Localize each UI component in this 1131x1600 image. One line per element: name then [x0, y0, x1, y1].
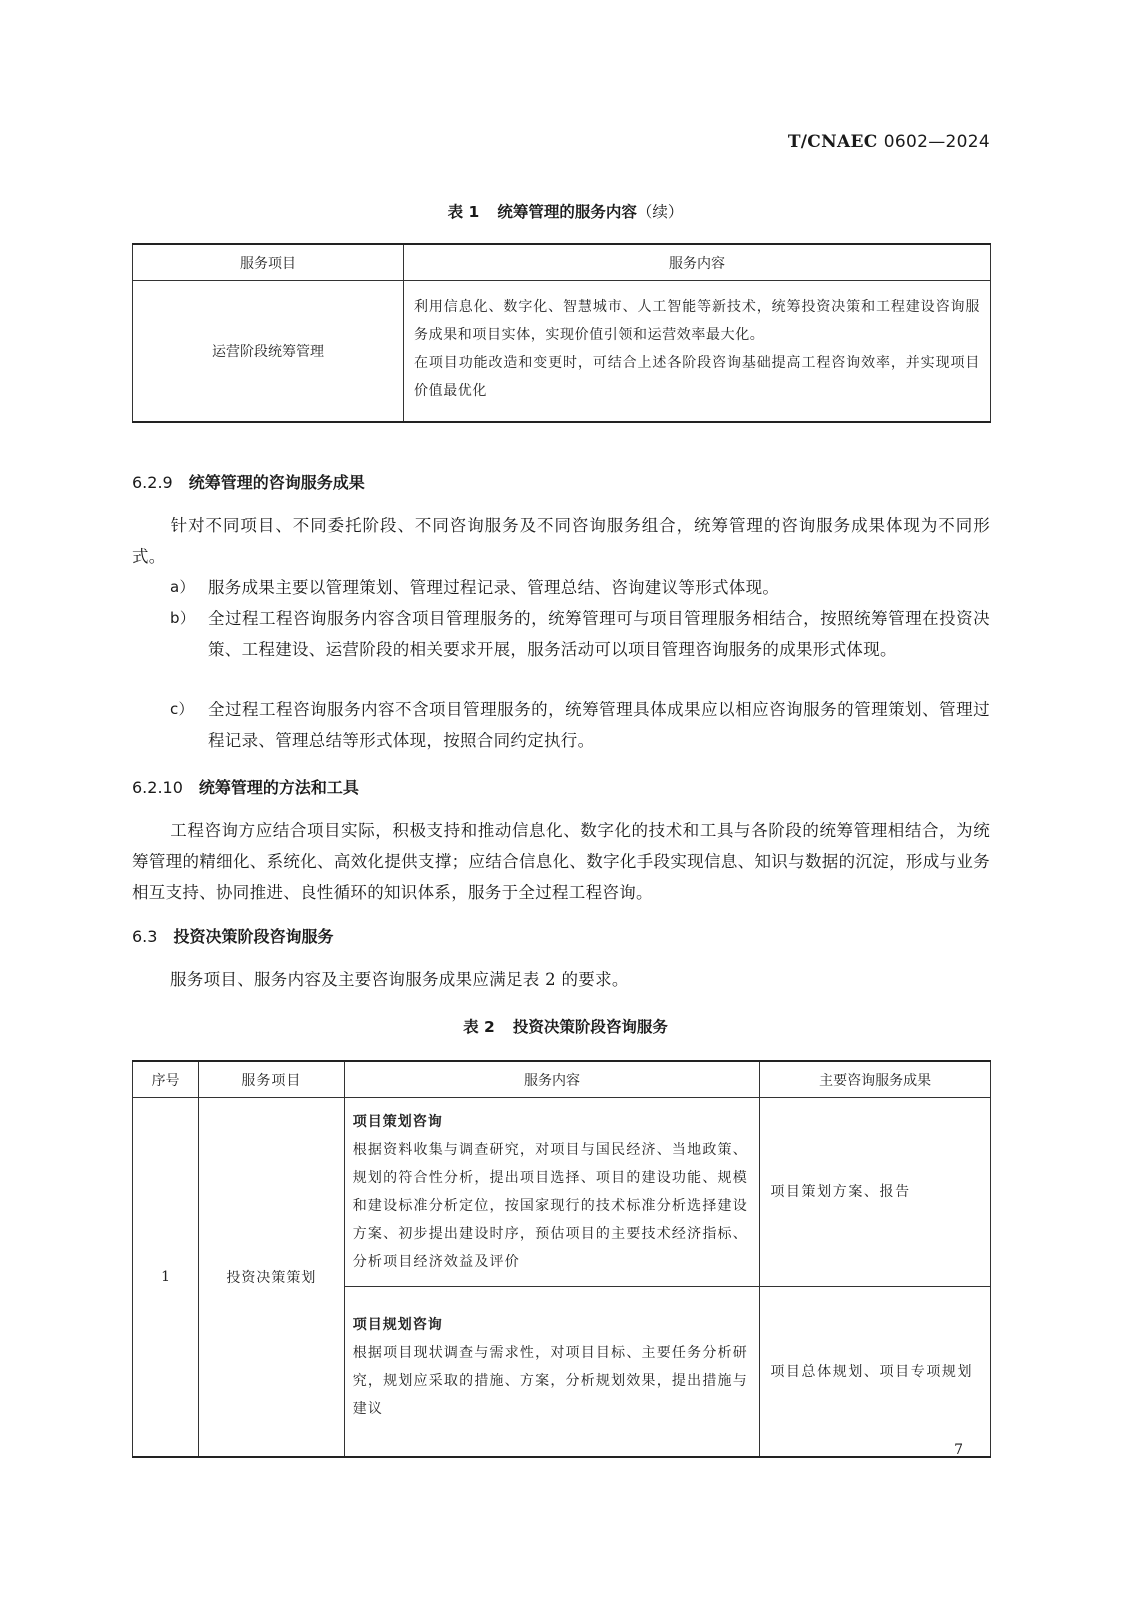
content-text: 根据资料收集与调查研究，对项目与国民经济、当地政策、规划的符合性分析，提出项目选择、项目的建设功能、规模和建设标准分析定位，按国家现行的技术标准分析选择建设方案、初步提出建设时序，预估项目的主要技术经济指标、分析项目经济效益及评价 — [352, 1142, 748, 1270]
service-content-cell — [344, 1098, 760, 1287]
table2-col-header: 主要咨询服务成果 — [760, 1061, 991, 1098]
paragraph-text: 针对不同项目、不同委托阶段、不同咨询服务及不同咨询服务组合，统筹管理的咨询服务成果体现为不同形式。 — [132, 516, 990, 566]
table-row — [133, 281, 991, 423]
section-heading-6-2-9 — [132, 470, 365, 493]
page-number: 7 — [954, 1442, 963, 1458]
section-title: 统筹管理的方法和工具 — [198, 778, 359, 797]
paragraph-text: 工程咨询方应结合项目实际，积极支持和推动信息化、数字化的技术和工具与各阶段的统筹管理相结合，为统筹管理的精细化、系统化、高效化提供支撑；应结合信息化、数字化手段实现信息、知识与数据的沉淀，形成与业务相互支持、协同推进、良性循环的知识体系，服务于全过程工程咨询。 — [132, 821, 990, 902]
content-subhead: 项目策划咨询 — [352, 1114, 443, 1130]
list-text: 全过程工程咨询服务内容含项目管理服务的，统筹管理可与项目管理服务相结合，按照统筹管理在投资决策、工程建设、运营阶段的相关要求开展，服务活动可以项目管理咨询服务的成果形式体现。 — [208, 609, 990, 659]
section-heading-6-3 — [132, 924, 333, 947]
list-marker: a） — [170, 578, 195, 596]
table1-col-header: 服务内容 — [404, 244, 991, 281]
row-number-cell: 1 — [133, 1098, 199, 1458]
table2 — [132, 1060, 991, 1458]
standard-code — [788, 132, 990, 152]
paragraph-6-3 — [132, 964, 990, 995]
table1 — [132, 243, 991, 423]
section-title: 统筹管理的咨询服务成果 — [188, 473, 365, 492]
table1-caption — [0, 200, 1131, 222]
table1-content-cell — [404, 281, 991, 423]
table1-col-header: 服务项目 — [133, 244, 404, 281]
section-number: 6.3 — [132, 927, 158, 946]
table2-col-header: 服务项目 — [199, 1061, 345, 1098]
table2-col-header: 服务内容 — [344, 1061, 760, 1098]
list-marker: b） — [170, 609, 196, 627]
result-cell: 项目策划方案、报告 — [760, 1098, 991, 1287]
paragraph-intro — [132, 510, 990, 572]
content-line: 在项目功能改造和变更时，可结合上述各阶段咨询基础提高工程咨询效率，并实现项目价值最优化 — [414, 355, 980, 399]
table2-caption-label: 表 2 — [463, 1018, 495, 1036]
paragraph-text: 服务项目、服务内容及主要咨询服务成果应满足表 2 的要求。 — [170, 970, 629, 989]
list-text: 全过程工程咨询服务内容不含项目管理服务的，统筹管理具体成果应以相应咨询服务的管理策划、管理过程记录、管理总结等形式体现，按照合同约定执行。 — [208, 700, 990, 750]
standard-number: 0602—2024 — [883, 132, 990, 152]
table1-caption-suffix: （续） — [636, 203, 684, 221]
content-subhead: 项目规划咨询 — [352, 1317, 443, 1333]
table2-caption-title: 投资决策阶段咨询服务 — [512, 1018, 668, 1036]
paragraph-methods — [132, 815, 990, 908]
content-text: 根据项目现状调查与需求性，对项目目标、主要任务分析研究，规划应采取的措施、方案，分析规划效果，提出措施与建议 — [352, 1345, 748, 1417]
table1-caption-title: 统筹管理的服务内容 — [497, 203, 637, 221]
section-heading-6-2-10 — [132, 775, 359, 798]
section-number: 6.2.10 — [132, 778, 183, 797]
result-cell: 项目总体规划、项目专项规划 — [760, 1287, 991, 1458]
list-item-a — [170, 572, 990, 603]
standard-prefix: T/CNAEC — [787, 132, 878, 152]
service-item-cell: 投资决策策划 — [199, 1098, 345, 1458]
list-text: 服务成果主要以管理策划、管理过程记录、管理总结、咨询建议等形式体现。 — [208, 578, 780, 597]
list-marker: c） — [170, 700, 194, 718]
table2-caption — [0, 1015, 1131, 1037]
table1-header-row — [133, 244, 991, 281]
section-title: 投资决策阶段咨询服务 — [173, 927, 334, 946]
section-number: 6.2.9 — [132, 473, 173, 492]
list-item-b — [170, 603, 990, 665]
table1-caption-label: 表 1 — [447, 203, 480, 221]
service-content-cell — [344, 1287, 760, 1458]
table-row — [133, 1098, 991, 1287]
table2-col-header: 序号 — [133, 1061, 199, 1098]
content-line: 利用信息化、数字化、智慧城市、人工智能等新技术，统筹投资决策和工程建设咨询服务成果和项目实体，实现价值引领和运营效率最大化。 — [414, 299, 980, 343]
list-item-c — [170, 694, 990, 756]
table1-item-cell: 运营阶段统筹管理 — [133, 281, 404, 423]
table2-header-row — [133, 1061, 991, 1098]
